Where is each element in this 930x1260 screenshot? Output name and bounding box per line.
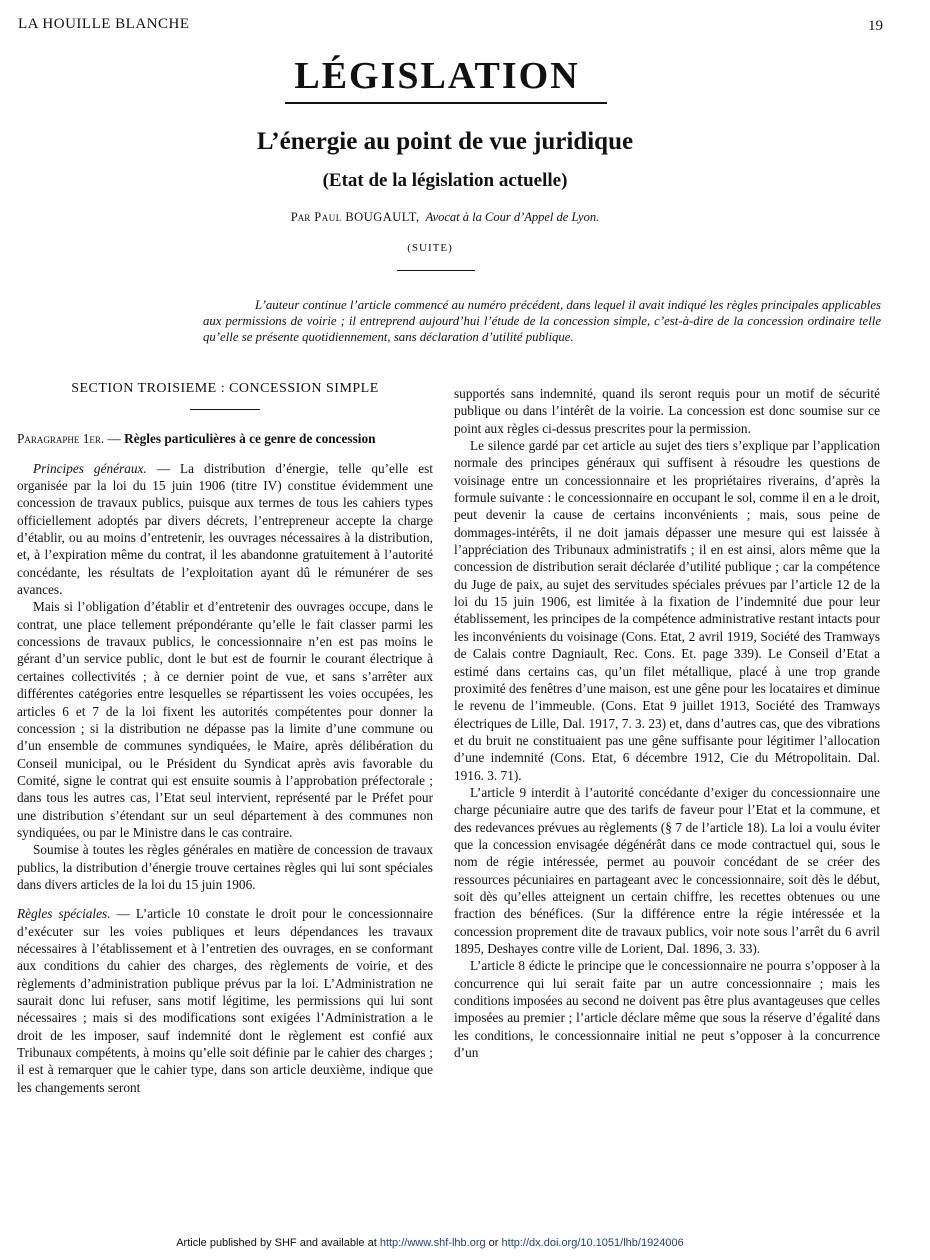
right-column [454, 385, 880, 1061]
article-subtitle: (Etat de la législation actuelle) [322, 170, 568, 191]
section-title: LÉGISLATION [294, 55, 580, 97]
paragraph-text: — L’article 10 constate le droit pour le concessionnaire d’exécuter sur les voies publiques et leurs dépendances les travaux nécessaires à l’établissement et à l’entretien des ouvrages, en se conformant aux conditions du cahier des charges, des règlements de voirie, et des règlements d’administration publique prévus par la loi. L’Administration ne saurait donc lui refuser, sans motif légitime, les permissions qui lui sont nécessaires ; mais si des modifications sont exigées l’Administration a le droit de les imposer, sauf indemnité dont le règlement est confié aux Tribunaux compétents, à moins qu’elle soit définie par le cahier des charges ; il est à remarquer que le cahier type, dans son article deuxième, indique que les changements seront [17, 906, 433, 1095]
body-paragraph: L’article 9 interdit à l’autorité concédante d’exiger du concessionnaire une charge pécuniaire autre que des tarifs de faveur pour l’Etat et la commune, et des redevances prévues au règlements (§ 7 de l’article 18). La loi a voulu éviter que la concession envisagée dégénérât dans ce mode contractuel qui, sous le nom de régie intéressée, permet au pouvoir concédant de se créer des ressources pécuniaires en partageant avec le concessionnaire, soit dès le début, soit dès qu’elles atteignent un certain chiffre, les recettes obtenues ou une fraction des bénéfices. (Sur la différence entre la régie intéressée et la concession proprement dite de travaux publics, voir note sous l’arrêt du 6 avril 1895, Deshayes contre ville de Lorient, Dal. 1896, 3. 33). [454, 784, 880, 956]
run-in-heading: Règles spéciales. [17, 906, 111, 922]
paragraph-lead: Paragraphe 1er. — [17, 431, 121, 447]
body-paragraph: Le silence gardé par cet article au sujet des tiers s’explique par l’application normale des principes généraux qui suffisent à résoudre les questions de voisinage entre un concessionnaire et les propriétaires riverains, d’après la formule suivante : le concessionnaire en occupant le sol, comme il en a le droit, peut devenir la cause de certains inconvénients ; mais, sous peine de dommages-intérêts, il ne doit jamais dépasser une mesure qui est laissée à l’appréciation des Tribunaux administratifs ; il en est ainsi, alors même que la concession de distribution serait déclarée d’utilité publique ; car la compétence du Juge de paix, au sujet des servitudes spéciales prévues par l’article 12 de la loi du 15 juin 1906, est limitée à la fixation de l’indemnité due pour leur établissement, les principes de la compétence administrative restant intacts pour les inconvénients du voisinage (Cons. Etat, 2 avril 1919, Société des Tramways de Calais contre Dagniault, Rec. Cons. Et. page 339). Le Conseil d’Etat a estimé dans certains cas, qu’un filet métallique, placé à une trop grande proximité des fenêtres d’une maison, est une gêne pour les locataires et diminue le revenu de l’immeuble. (Cons. Etat 9 juillet 1913, Société des Tramways électriques de Lille, Dal. 1917, 7. 3. 23) et, dans d’autres cas, que des vibrations et du bruit ne constituaient pas une gêne suffisante pour légitimer l’allocation d’une indemnité (Cons. Etat, 6 décembre 1912, Cie du Métropolitain. Dal. 1916. 3. 71). [454, 438, 880, 783]
publication-footer [0, 1237, 860, 1249]
journal-name: LA HOUILLE BLANCHE [18, 16, 190, 32]
byline-prefix: Par [290, 210, 311, 224]
body-paragraph: supportés sans indemnité, quand ils seront requis pour un motif de sécurité publique ou dans l’intérêt de la voirie. La concession est donc soumise sur ce point aux règles ci-dessus prescrites pour la permission. [454, 386, 880, 436]
footer-or: or [488, 1237, 499, 1249]
title-underline-divider [285, 102, 607, 104]
body-paragraph: L’article 8 édicte le principe que le concessionnaire ne pourra s’opposer à la concurrence qui lui serait faite par un autre concessionnaire ; mais les conditions imposées au second ne doivent pas être plus avantageuses que celles imposées au premier ; l’article déclare même que sous la réserve d’égalité dans les conditions, le concessionnaire initial ne peut s’opposer à la concurrence d’un [454, 958, 880, 1061]
shf-link[interactable]: http://www.shf-lhb.org [379, 1237, 486, 1249]
body-paragraph: Soumise à toutes les règles générales en matière de concession de travaux publics, la distribution d’énergie trouve certaines règles qui lui sont spéciales dans divers articles de la loi du 15 juin 1906. [17, 842, 433, 892]
paragraph-heading [17, 430, 433, 447]
article-title: L’énergie au point de vue juridique [256, 128, 634, 155]
article-chapeau: L’auteur continue l’article commencé au numéro précédent, dans lequel il avait indiqué les règles principales applicables aux permissions de voirie ; il entreprend aujourd’hui l’étude de la concession simple, c’est-à-dire de la concession ordinaire telle qu’elle se présente quotidiennement, sans déclaration d’utilité publique. [203, 298, 881, 344]
footer-text: Article published by SHF and available at [176, 1237, 377, 1249]
section-heading: SECTION TROISIEME : CONCESSION SIMPLE [71, 381, 379, 396]
page-number: 19 [868, 18, 883, 34]
body-paragraph: Mais si l’obligation d’établir et d’entretenir des ouvrages occupe, dans le contrat, une place tellement prépondérante qu’elle le fait classer parmi les concessions de travaux publics, le concessionnaire n’en est pas moins le gérant d’un service public, dont le but est de fournir le courant électrique à certaines collectivités ; à ce dernier point de vue, et sans s’arrêter aux différentes catégories entre lesquelles se répartissent les voies occupées, les articles 6 et 7 de la loi fixent les autorités compétentes pour donner la concession ; si la distribution ne dépasse pas la limite d’une commune ou d’un ensemble de communes syndiquées, le Maire, après délibération du Conseil municipal, ou le Président du Syndicat après avis favorable du Comité, signe le contrat qui est ensuite soumis à l’approbation préfectorale ; dans tous les autres cas, l’Etat seul intervient, représenté par le Préfet pour une distribution s’étendant sur un seul département à des communes non syndiquées, ou par le Ministre dans le cas contraire. [17, 599, 433, 840]
author-role: Avocat à la Cour d’Appel de Lyon. [425, 210, 600, 224]
body-paragraph [17, 460, 433, 599]
byline [0, 210, 890, 225]
body-paragraph [17, 905, 433, 1096]
run-in-heading: Principes généraux. [33, 460, 147, 476]
paragraph-text: — La distribution d’énergie, telle qu’elle est organisée par la loi du 15 juin 1906 (titre IV) constitue évidemment une concession de travaux publics, puisque aux termes de tous les cahiers types officiellement adoptés par divers décrets, l’entrepreneur accepte la charge d’établir, ou au moins d’entretenir, les ouvrages nécessaires à la distribution, et, à l’expiration même du contrat, il les abandonne gratuitement à l’autorité concédante, les résultats de l’exploitation ayant dû le rémunérer de ses avances. [17, 460, 433, 598]
paragraph-title: Règles particulières à ce genre de concession [124, 431, 376, 447]
continued-label: (SUITE) [407, 242, 453, 254]
section-divider [190, 409, 260, 410]
author-name: Paul BOUGAULT, [314, 210, 420, 224]
left-column [17, 380, 433, 1096]
doi-link[interactable]: http://dx.doi.org/10.1051/lhb/1924006 [501, 1237, 684, 1249]
suite-divider [397, 270, 475, 271]
